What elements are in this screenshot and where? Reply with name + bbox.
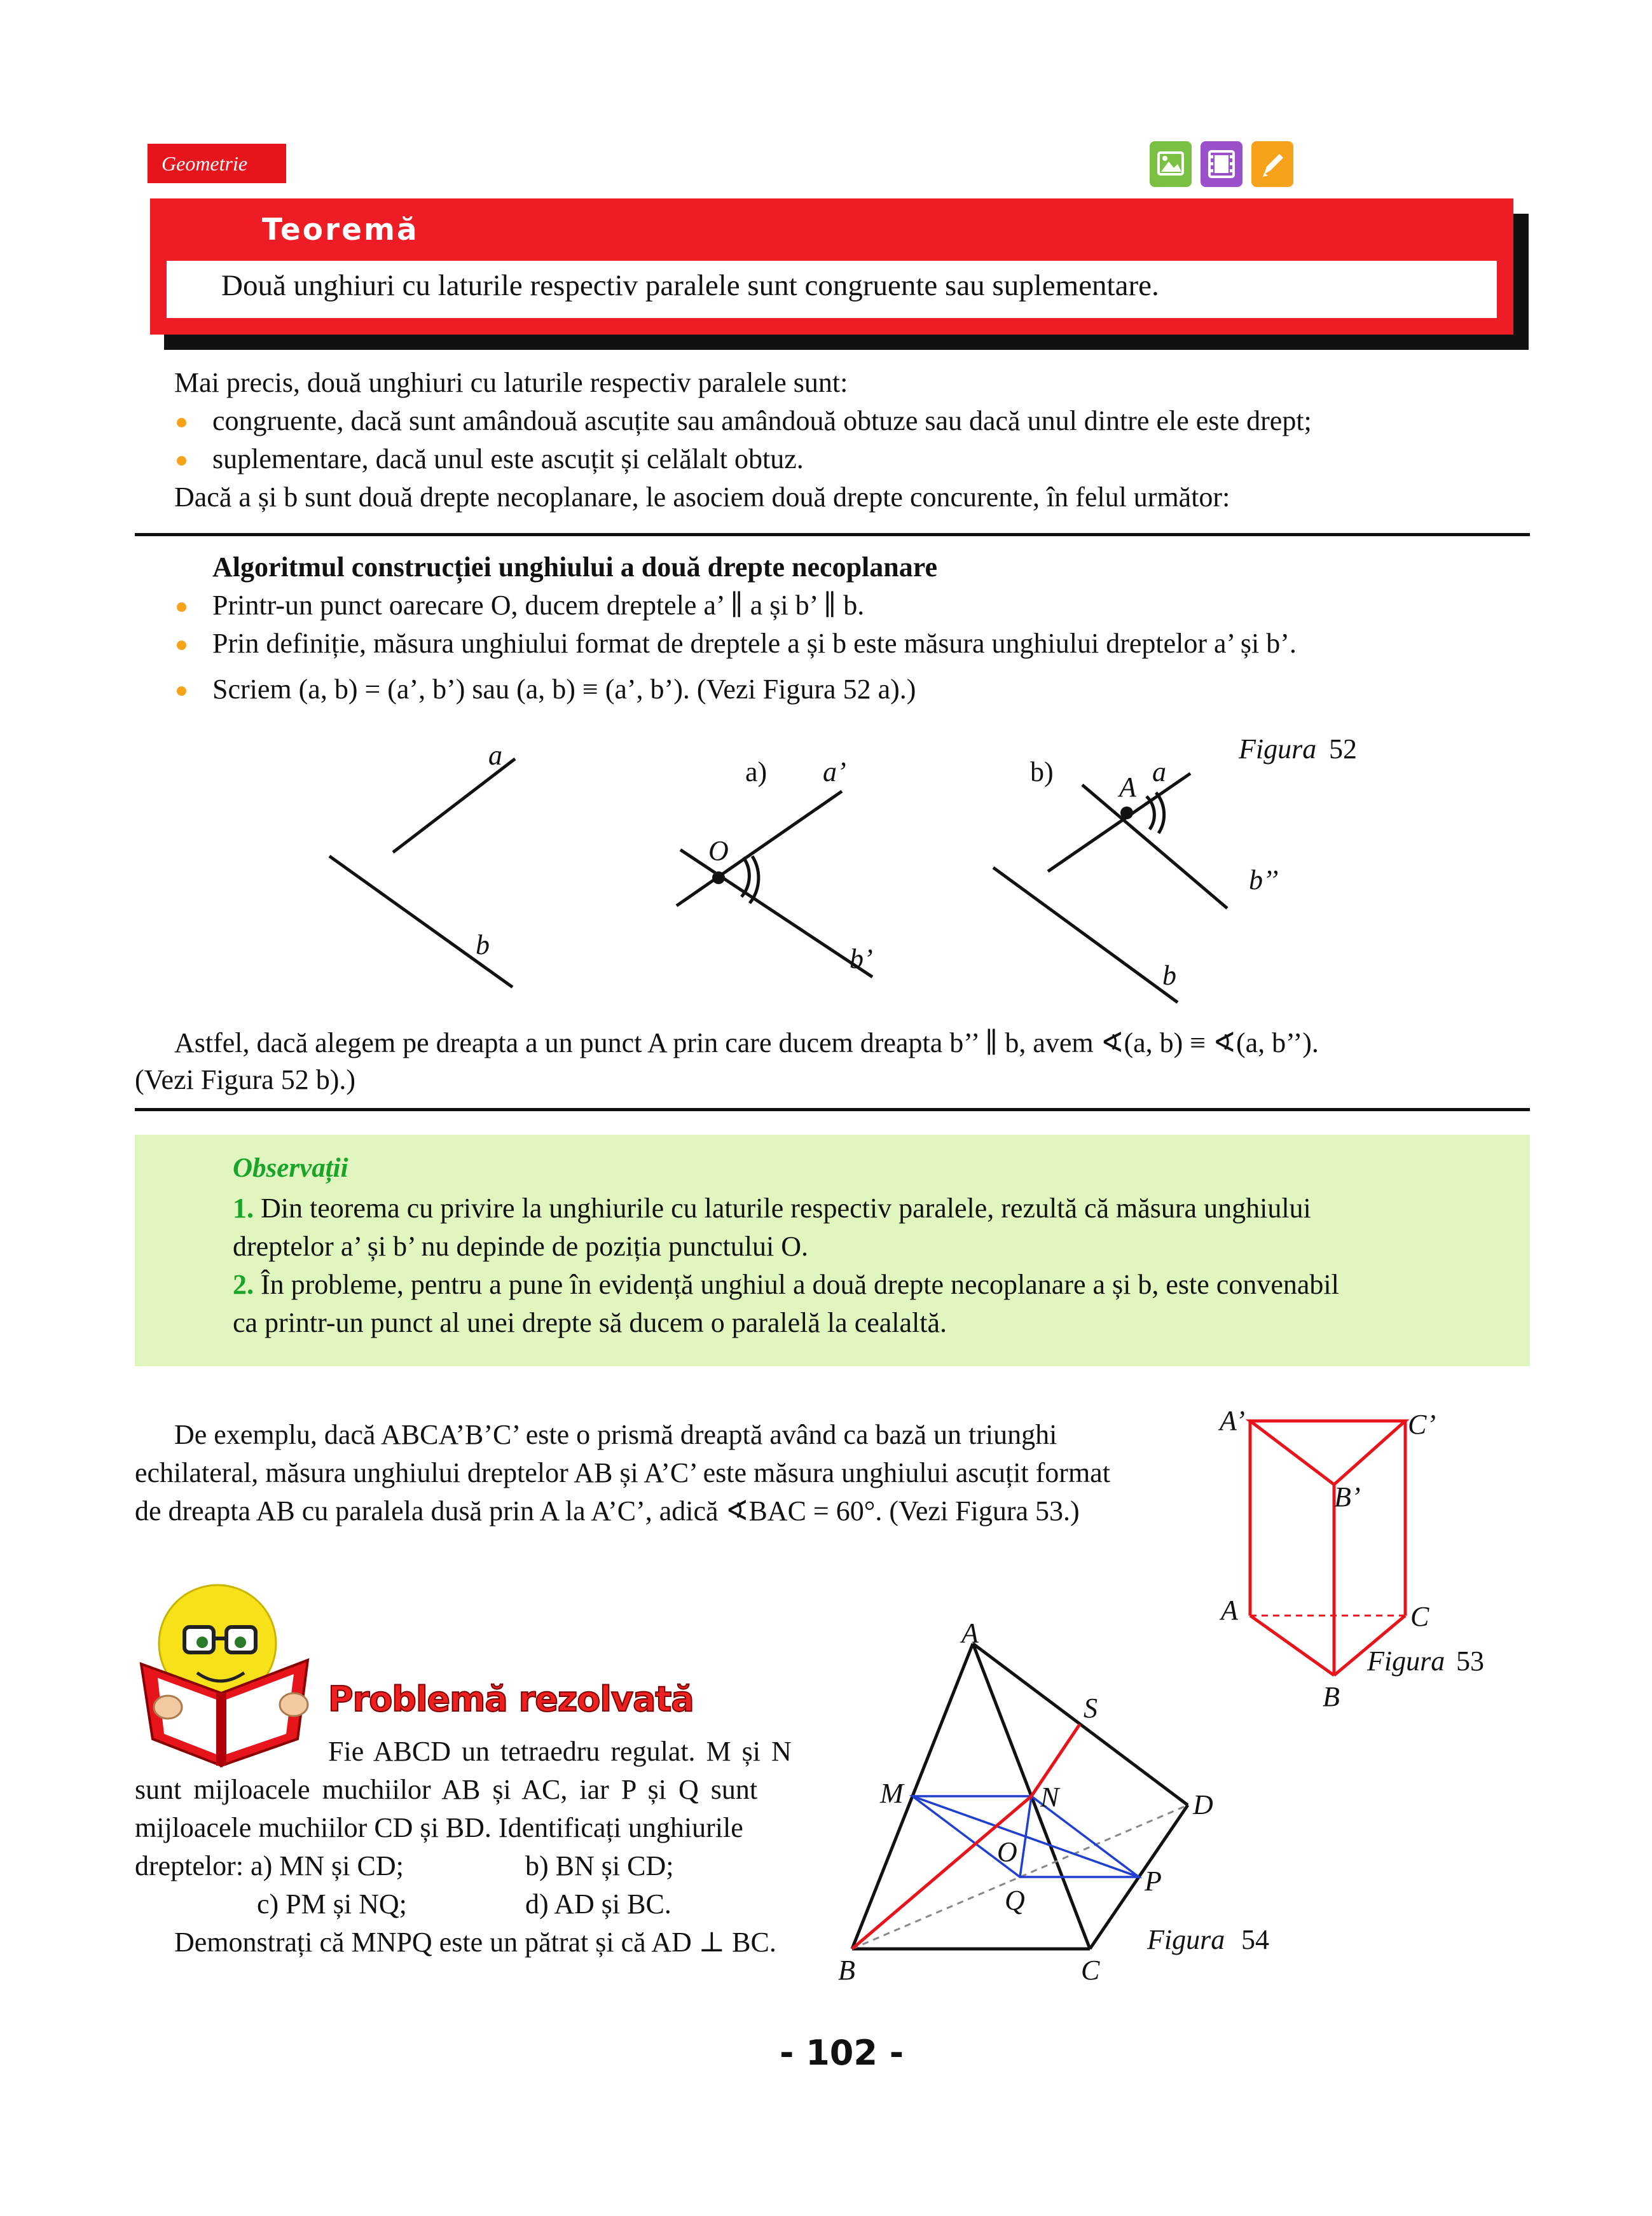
label-M: M [880,1778,904,1809]
problem-line-1: Fie ABCD un tetraedru regulat. M și N [328,1736,792,1767]
solved-problem-title: Problemă rezolvată [328,1679,694,1719]
label-O: O [708,835,729,866]
label-N: N [1040,1782,1059,1813]
bullet-dot [177,686,186,696]
intro-line: Mai precis, două unghiuri cu laturile respectiv paralele sunt: [174,367,848,398]
line-b-prime [680,850,872,977]
line-b-dprime [1082,785,1227,908]
line-b [329,856,513,987]
figure-54-caption-word: Figura [1147,1924,1225,1955]
figure-53-caption-number: 53 [1456,1645,1484,1677]
label-S: S [1084,1693,1098,1724]
bullet-dot [177,456,186,466]
theorem-title: Teoremă [262,212,419,247]
intro-bullet-supplementary: suplementare, dacă unul este ascuțit și celălalt obtuz. [212,443,804,474]
after-figure-line-2: (Vezi Figura 52 b).) [135,1064,356,1095]
point-O [712,871,725,884]
label-b: b [476,929,490,960]
label-C1: C’ [1408,1409,1436,1440]
label-Q: Q [1005,1885,1025,1916]
figure-53-caption-word: Figura [1367,1645,1445,1677]
problem-line-5a: c) PM și NQ; [257,1888,407,1920]
label-part-a: a) [745,756,767,787]
observation-1-line-2: dreptelor a’ și b’ nu depinde de poziția punctului O. [233,1231,808,1262]
label-A: A [961,1617,979,1649]
line-a [393,759,515,852]
problem-line-4b: b) BN și CD; [525,1850,674,1881]
image-icon[interactable] [1150,141,1192,187]
observation-1-line-1 [233,1189,1311,1228]
page-number: - 102 - [780,2033,904,2073]
algorithm-step-2: Prin definiție, măsura unghiului format de dreptele a și b este măsura unghiului dreptelor a’ și b’. [212,628,1297,659]
bullet-dot [177,641,186,650]
observation-text: În probleme, pentru a pune în evidență unghiul a două drepte necoplanare a și b, este convenabil [261,1269,1339,1300]
algorithm-step-1: Printr-un punct oarecare O, ducem dreptele a’ ∥ a și b’ ∥ b. [212,590,865,621]
top-triangle [1250,1421,1405,1485]
reading-smiley-icon [135,1577,326,1768]
problem-line-3: mijloacele muchiilor CD și BD. Identificați unghiurile [135,1812,743,1843]
label-a-2: a [1152,756,1166,787]
label-C: C [1081,1955,1100,1986]
label-D: D [1193,1789,1213,1820]
label-A1: A’ [1220,1405,1245,1436]
label-a: a [488,740,502,771]
observation-text: Din teorema cu privire la unghiurile cu laturile respectiv paralele, rezultă că măsura unghiului [261,1193,1311,1224]
intro-bullet-congruent: congruente, dacă sunt amândouă ascuțite sau amândouă obtuze sau dacă unul dintre ele este drept; [212,405,1312,436]
figure-54-caption-number: 54 [1241,1924,1269,1955]
problem-line-4a: dreptelor: a) MN și CD; [135,1850,404,1881]
bullet-dot [177,418,186,427]
label-b-2: b [1162,960,1176,991]
chapter-tag: Geometrie [148,144,286,183]
algorithm-title: Algoritmul construcției unghiului a două drepte necoplanare [212,551,938,583]
label-B1: B’ [1334,1481,1361,1513]
label-A: A [1221,1595,1238,1626]
label-B: B [838,1955,855,1986]
bullet-dot [177,602,186,612]
problem-line-6: Demonstrați că MNPQ este un pătrat și că AD ⊥ BC. [174,1927,776,1958]
observation-number: 2. [233,1269,254,1300]
line-b-b [993,868,1178,1002]
label-b-prime: b’ [850,943,873,974]
label-A: A [1119,772,1136,803]
label-B: B [1323,1681,1340,1711]
point-A [1120,807,1133,819]
observations-title: Observații [233,1153,348,1183]
film-icon[interactable] [1201,141,1242,187]
figure-52-caption-word: Figura [1239,733,1317,765]
observation-2-line-2: ca printr-un punct al unei drepte să ducem o paralelă la cealaltă. [233,1307,947,1338]
label-C: C [1410,1601,1429,1632]
pencil-icon[interactable] [1251,141,1293,187]
after-figure-line-1: Astfel, dacă alegem pe dreapta a un punct A prin care ducem dreapta b’’ ∥ b, avem ∢(a, b) ≡ ∢(a, b’’). [174,1027,1319,1058]
label-b-dprime: b’’ [1249,864,1279,896]
theorem-text: Două unghiuri cu laturile respectiv paralele sunt congruente sau suplementare. [221,269,1159,302]
label-a-prime: a’ [823,756,846,787]
example-line-3: de dreapta AB cu paralela dusă prin A la A’C’, adică ∢BAC = 60°. (Vezi Figura 53.) [135,1495,1080,1527]
line-a-prime [677,791,842,906]
example-line-2: echilateral, măsura unghiului dreptelor AB și A’C’ este măsura unghiului ascuțit format [135,1457,1110,1488]
figure-54 [827,1616,1297,1991]
intro-noncoplanar-line: Dacă a și b sunt două drepte necoplanare, le asociem două drepte concurente, în felul următor: [174,481,1230,513]
figure-52-caption-number: 52 [1329,733,1357,765]
observation-2-line-1 [233,1266,1339,1304]
example-line-1: De exemplu, dacă ABCA’B’C’ este o prismă dreaptă având ca bază un triunghi [174,1419,1057,1450]
section-divider [135,533,1530,536]
label-O: O [997,1836,1017,1867]
figure-52 [293,725,1373,1005]
algorithm-step-3: Scriem (a, b) = (a’, b’) sau (a, b) ≡ (a’, b’). (Vezi Figura 52 a).) [212,674,916,705]
observation-number: 1. [233,1193,254,1224]
segment-NQ [1020,1796,1031,1877]
problem-line-2: sunt mijloacele muchiilor AB și AC, iar P și Q sunt [135,1774,758,1805]
label-part-b: b) [1030,756,1054,787]
label-P: P [1145,1866,1162,1897]
section-divider [135,1108,1530,1111]
problem-line-5b: d) AD și BC. [525,1888,671,1920]
